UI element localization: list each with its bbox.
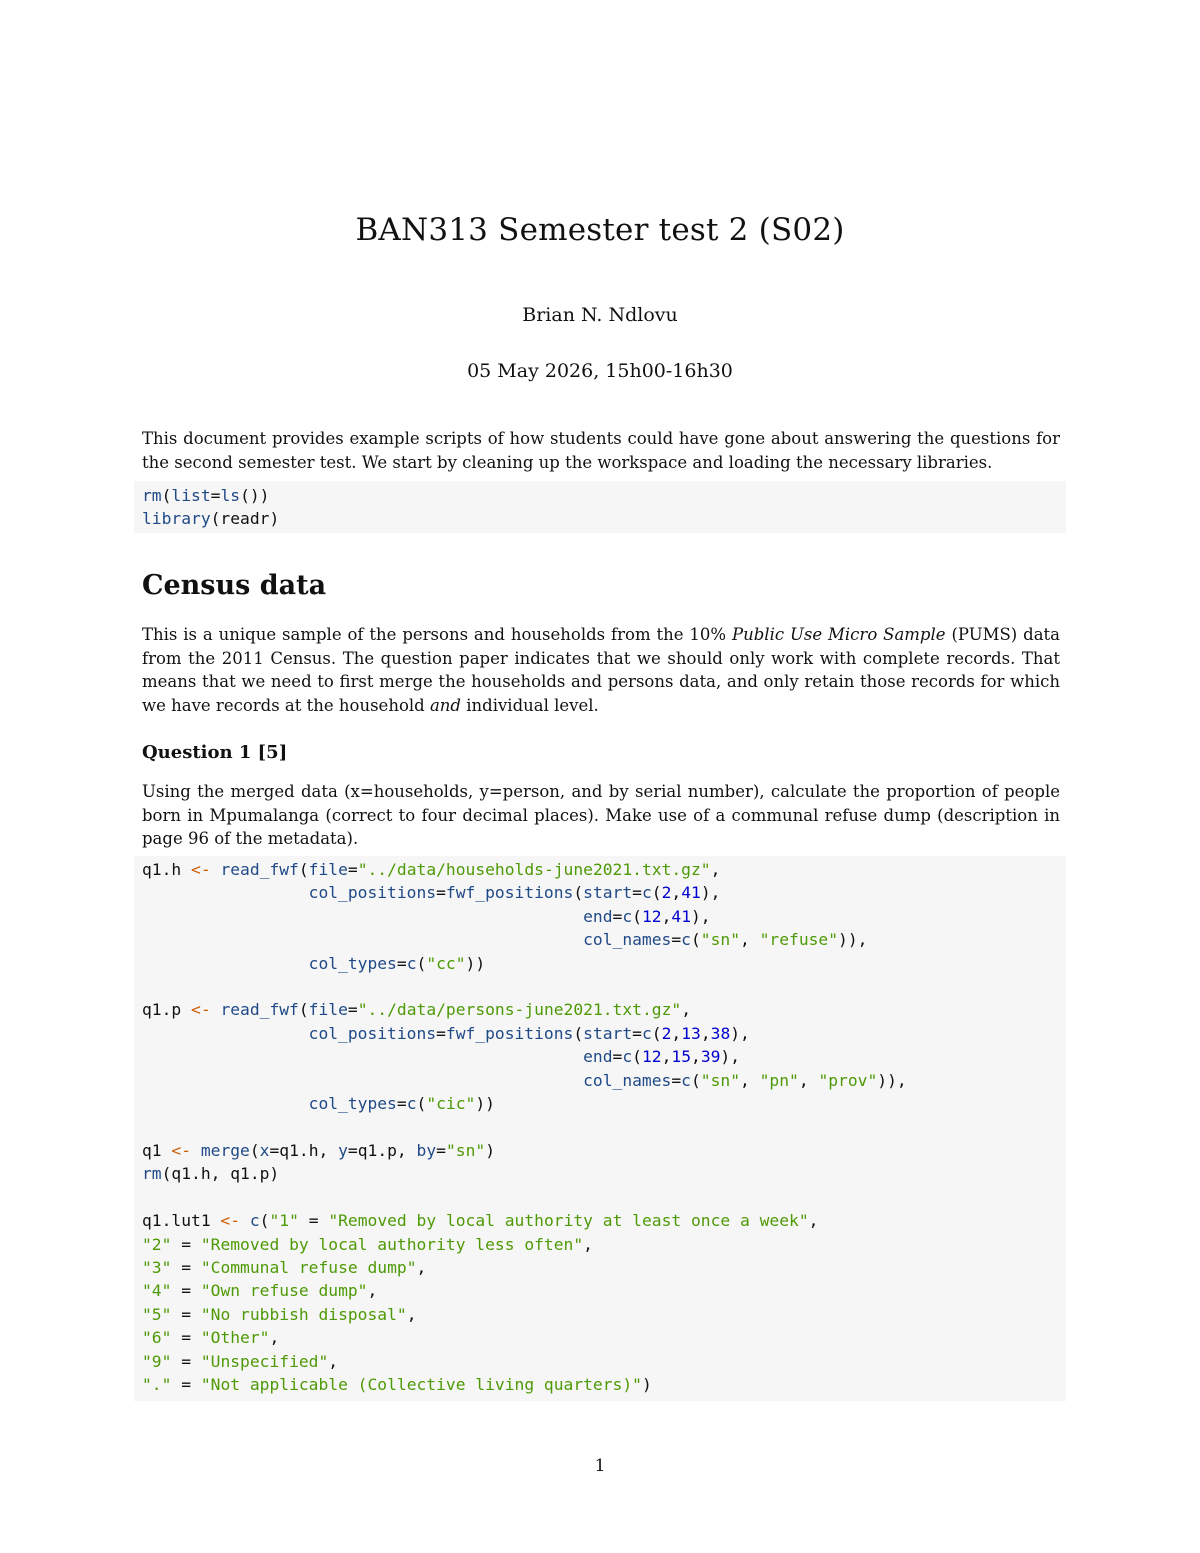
intro-paragraph: This document provides example scripts of how students could have gone about answering the questions for the second semester test. We start by cleaning up the workspace and loading the necessary libraries. <box>142 429 1060 472</box>
code-line: q1.p <- read_fwf(file="../data/persons-june2021.txt.gz", <box>142 1000 691 1020</box>
question-text: Using the merged data (x=households, y=person, and by serial number), calculate the proportion of people born in Mpumalanga (correct to four decimal places). Make use of a communal refuse dump (description in page 96 of the metadata). <box>142 782 1060 848</box>
code-block-question1 <box>134 856 1066 1401</box>
code-line: col_types=c("cic")) <box>308 1094 495 1114</box>
code-line: q1.lut1 <- c("1" = "Removed by local authority at least once a week", <box>142 1211 819 1231</box>
code-line: library(readr) <box>142 509 280 529</box>
code-line <box>142 1115 1058 1138</box>
code-line: "4" = "Own refuse dump", <box>142 1281 378 1301</box>
code-block-setup <box>134 481 1066 533</box>
code-line: col_positions=fwf_positions(start=c(2,13,38), <box>308 1023 750 1043</box>
section-emphasis: and <box>429 695 461 715</box>
page-number: 1 <box>594 1456 606 1476</box>
code-line: col_names=c("sn", "refuse")), <box>583 930 868 950</box>
section-text-part: (PUMS) data from the 2011 Census. The question paper indicates that we should only work with complete records. That means that we need to first merge the households and persons data, and only retain those records for which we have records at the household <box>142 625 1060 715</box>
author-name: Brian N. Ndlovu <box>522 304 678 326</box>
document-title: BAN313 Semester test 2 (S02) <box>355 212 845 248</box>
code-line: end=c(12,15,39), <box>583 1047 741 1067</box>
question-heading: Question 1 [5] <box>142 742 288 763</box>
code-line: col_positions=fwf_positions(start=c(2,41), <box>308 883 721 903</box>
section-emphasis: Public Use Micro Sample <box>732 625 946 644</box>
code-line: q1 <- merge(x=q1.h, y=q1.p, by="sn") <box>142 1140 495 1160</box>
code-line: "9" = "Unspecified", <box>142 1351 339 1371</box>
code-line: col_types=c("cc")) <box>308 953 486 973</box>
section-paragraph <box>142 623 1060 717</box>
code-line: q1.h <- read_fwf(file="../data/households-june2021.txt.gz", <box>142 860 721 879</box>
code-line: "." = "Not applicable (Collective living quarters)") <box>142 1374 652 1394</box>
code-line: "3" = "Communal refuse dump", <box>142 1257 427 1277</box>
code-line: rm(q1.h, q1.p) <box>142 1164 280 1184</box>
section-text-part: This is a unique sample of the persons and households from the 10% <box>142 625 732 644</box>
code-line <box>142 1186 1058 1209</box>
code-line: col_names=c("sn", "pn", "prov")), <box>583 1070 907 1090</box>
code-line <box>142 975 1058 998</box>
code-line: "5" = "No rubbish disposal", <box>142 1304 417 1324</box>
code-line: end=c(12,41), <box>583 906 711 926</box>
section-heading: Census data <box>142 570 327 601</box>
code-line: "6" = "Other", <box>142 1328 280 1348</box>
code-line: rm(list=ls()) <box>142 486 270 505</box>
code-line: "2" = "Removed by local authority less often", <box>142 1234 593 1254</box>
section-text-part: individual level. <box>461 695 599 715</box>
document-date: 05 May 2026, 15h00-16h30 <box>467 360 733 382</box>
